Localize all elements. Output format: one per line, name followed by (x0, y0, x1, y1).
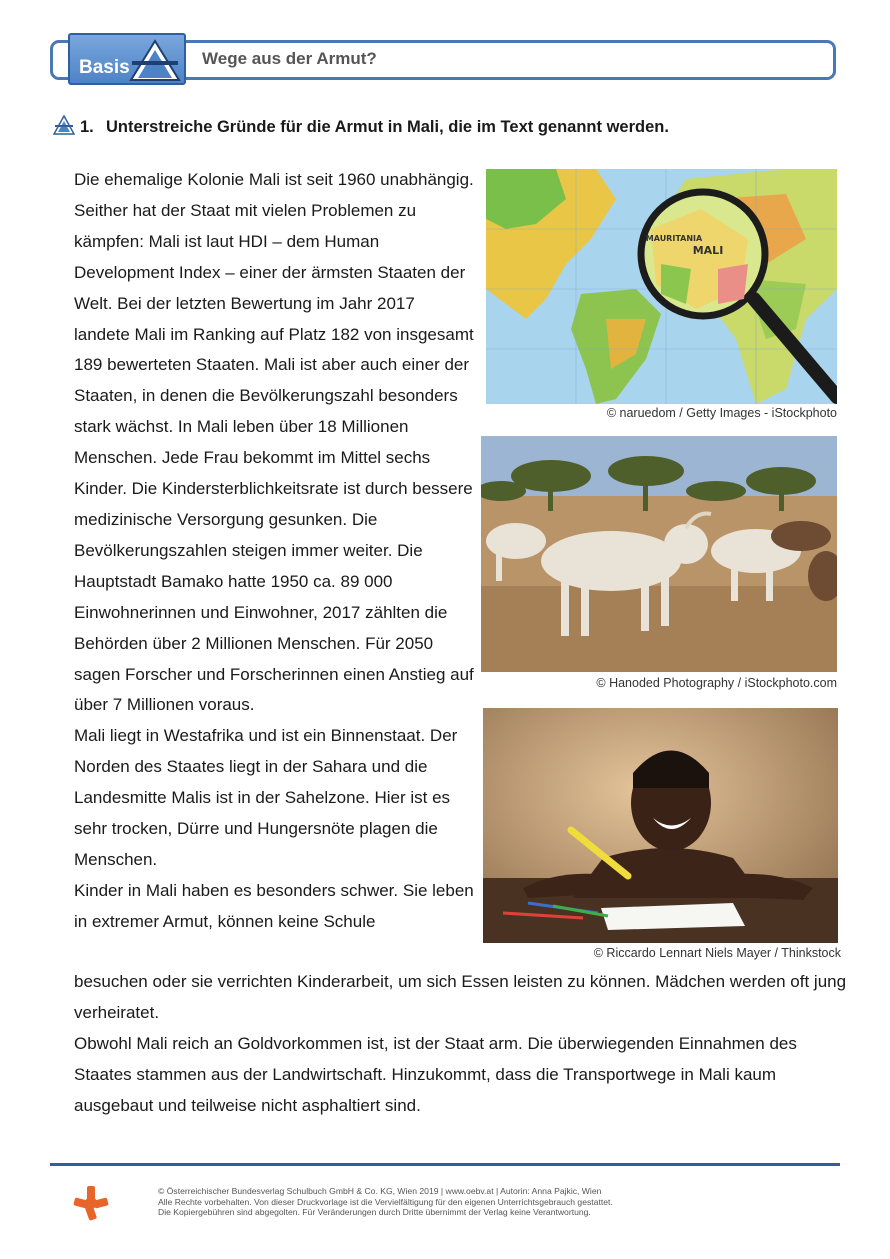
credit-cattle: © Hanoded Photography / iStockphoto.com (596, 676, 837, 690)
credit-girl: © Riccardo Lennart Niels Mayer / Thinkstock (593, 946, 841, 960)
footer-line-3: Die Kopiergebühren sind abgegolten. Für Veränderungen durch Dritte übernimmt der Verlag keine Verantwortung. (158, 1207, 591, 1218)
publisher-logo-icon (72, 1184, 110, 1222)
paragraph-3-end: besuchen oder sie verrichten Kinderarbeit, um sich Essen leisten zu können. Mädchen werden oft jung verheiratet. (74, 972, 847, 1022)
task-instruction: Unterstreiche Gründe für die Armut in Mali, die im Text genannt werden. (106, 118, 669, 136)
paragraph-1: Die ehemalige Kolonie Mali ist seit 1960 unabhängig. Seither hat der Staat mit vielen Problemen zu kämpfen: Mali ist laut HDI – dem Human Development Index – einer der ärmsten Staaten der Welt. Bei der letzten Bewertung im Jahr 2017 landete Mali im Ranking auf Platz 182 von insgesamt 189 bewerteten Staaten. Mali ist aber auch einer der Staaten, in denen die Bevölkerungszahl besonders stark wächst. In Mali leben über 18 Millionen Menschen. Jede Frau bekommt im Mittel sechs Kinder. Die Kindersterblichkeitsrate ist durch bessere medizinische Versorgung gesunken. Die Bevölkerungszahlen steigen immer weiter. Die Hauptstadt Bamako hatte 1950 ca. 89 000 Einwohnerinnen und Einwohner, 2017 zählten die Behörden über 2 Millionen Menschen. Für 2050 sagen Forscher und Forscherinnen einen Anstieg auf über 7 Millionen voraus. (74, 170, 474, 715)
map-photo (486, 169, 837, 404)
footer-line-2: Alle Rechte vorbehalten. Von dieser Druckvorlage ist die Vervielfältigung für den eigenen Unterrichtsgebrauch gestattet. (158, 1196, 613, 1207)
pyramid-logo-icon (128, 38, 182, 82)
map-label-mauritania: MAURITANIA (645, 234, 703, 243)
paragraph-4: Obwohl Mali reich an Goldvorkommen ist, ist der Staat arm. Die überwiegenden Einnahmen des Staates stammen aus der Landwirtschaft. Hinzukommt, dass die Transportwege in Mali kaum ausgebaut und teilweise nicht asphaltiert sind. (74, 1033, 797, 1115)
cattle-photo (481, 436, 837, 672)
paragraph-2: Mali liegt in Westafrika und ist ein Binnenstaat. Der Norden des Staates liegt in der Sahara und die Landesmitte Malis ist in der Sahelzone. Hier ist es sehr trocken, Dürre und Hungersnöte plagen die Menschen. (74, 726, 458, 869)
task-number: 1. (80, 118, 94, 136)
map-label-mali: MALI (692, 244, 724, 257)
page-title: Wege aus der Armut? (202, 49, 377, 68)
credit-map: © naruedom / Getty Images - iStockphoto (606, 406, 837, 420)
text-column (74, 165, 474, 938)
footer-copyright (158, 1186, 758, 1218)
footer-line-1: © Österreichischer Bundesverlag Schulbuch GmbH & Co. KG, Wien 2019 | www.oebv.at | Autorin: Anna Pajkic, Wien (158, 1186, 602, 1196)
text-full-width (74, 967, 854, 1122)
paragraph-3-start: Kinder in Mali haben es besonders schwer. Sie leben in extremer Armut, können keine Schule (74, 880, 474, 931)
badge-label: Basis (79, 57, 130, 78)
footer-divider (50, 1163, 840, 1166)
level-badge (68, 33, 186, 85)
girl-photo (483, 708, 838, 943)
task-pyramid-icon (53, 115, 75, 135)
